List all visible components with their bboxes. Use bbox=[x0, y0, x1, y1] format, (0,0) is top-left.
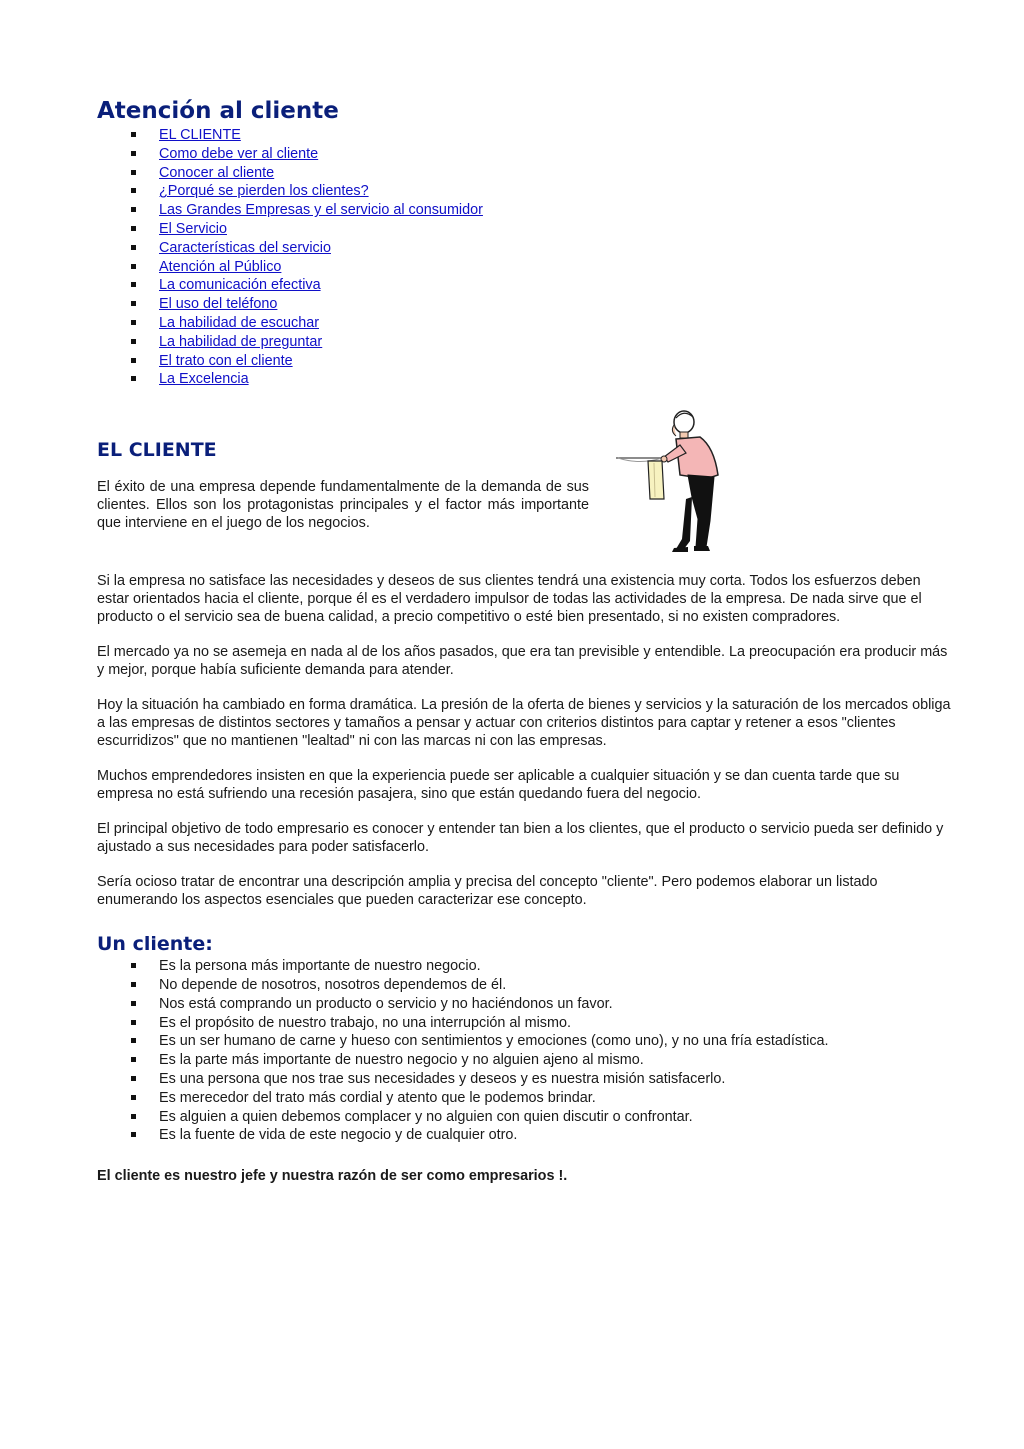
list-item: Es merecedor del trato más cordial y atento que le podemos brindar. bbox=[97, 1089, 952, 1108]
intro-paragraph: El éxito de una empresa depende fundamentalmente de la demanda de sus clientes. Ellos son los protagonistas principales y el factor más importante que interviene en el juego de los negocios. bbox=[97, 479, 589, 532]
list-item: Es la fuente de vida de este negocio y de cualquier otro. bbox=[97, 1126, 952, 1145]
paragraph: El mercado ya no se asemeja en nada al de los años pasados, que era tan previsible y entendible. La preocupación era producir más y mejor, porque había suficiente demanda para atender. bbox=[97, 644, 948, 679]
toc-link-el-cliente[interactable]: EL CLIENTE bbox=[159, 127, 241, 143]
list-item: Es el propósito de nuestro trabajo, no una interrupción al mismo. bbox=[97, 1014, 952, 1033]
paragraph: El principal objetivo de todo empresario es conocer y entender tan bien a los clientes, que el producto o servicio pueda ser definido y ajustado a sus necesidades para poder satisfacerlo. bbox=[97, 821, 944, 856]
toc-item bbox=[97, 276, 952, 295]
waiter-icon bbox=[614, 409, 726, 554]
toc-item bbox=[97, 258, 952, 277]
toc-link-comunicacion[interactable]: La comunicación efectiva bbox=[159, 277, 321, 294]
list-item: Es la persona más importante de nuestro negocio. bbox=[97, 957, 952, 976]
toc-item bbox=[97, 201, 952, 220]
toc-item bbox=[97, 295, 952, 314]
closing-statement: El cliente es nuestro jefe y nuestra razón de ser como empresarios !. bbox=[97, 1168, 568, 1185]
section-el-cliente bbox=[97, 437, 952, 532]
toc-link-escuchar[interactable]: La habilidad de escuchar bbox=[159, 314, 320, 331]
toc-item bbox=[97, 220, 952, 239]
toc-link-como-debe-ver[interactable]: Como debe ver al cliente bbox=[159, 145, 319, 162]
document-page bbox=[97, 96, 952, 1185]
toc-link-excelencia[interactable]: La Excelencia bbox=[159, 371, 249, 388]
list-item: Es alguien a quien debemos complacer y no alguien con quien discutir o confrontar. bbox=[97, 1108, 952, 1127]
toc-item bbox=[97, 370, 952, 389]
table-of-contents bbox=[97, 126, 952, 389]
section-heading-el-cliente: EL CLIENTE bbox=[97, 439, 217, 462]
body-paragraphs bbox=[97, 572, 952, 909]
toc-item bbox=[97, 239, 952, 258]
list-item: Es una persona que nos trae sus necesidades y deseos y es nuestra misión satisfacerlo. bbox=[97, 1070, 952, 1089]
toc-item bbox=[97, 182, 952, 201]
toc-link-telefono[interactable]: El uso del teléfono bbox=[159, 296, 278, 313]
paragraph: Sería ocioso tratar de encontrar una descripción amplia y precisa del concepto "cliente". Pero podemos elaborar un listado enumerando los aspectos esenciales que pueden caracterizar ese concepto. bbox=[97, 874, 878, 909]
page-title: Atención al cliente bbox=[97, 98, 339, 124]
toc-link-trato[interactable]: El trato con el cliente bbox=[159, 352, 293, 369]
section-heading-un-cliente: Un cliente: bbox=[97, 933, 213, 956]
list-item: Es un ser humano de carne y hueso con sentimientos y emociones (como uno), y no una fría estadística. bbox=[97, 1032, 952, 1051]
paragraph: Muchos emprendedores insisten en que la experiencia puede ser aplicable a cualquier situación y se dan cuenta tarde que su empresa no está sufriendo una recesión pasajera, sino que están quedando fuera del negocio. bbox=[97, 768, 900, 803]
toc-link-preguntar[interactable]: La habilidad de preguntar bbox=[159, 333, 323, 350]
toc-link-grandes-empresas[interactable]: Las Grandes Empresas y el servicio al consumidor bbox=[159, 202, 483, 219]
toc-link-caracteristicas[interactable]: Características del servicio bbox=[159, 239, 331, 256]
toc-item bbox=[97, 145, 952, 164]
toc-link-el-servicio[interactable]: El Servicio bbox=[159, 220, 227, 237]
section-un-cliente bbox=[97, 931, 952, 1185]
paragraph: Hoy la situación ha cambiado en forma dramática. La presión de la oferta de bienes y servicios y la saturación de los mercados obliga a las empresas de distintos sectores y tamaños a pensar y actuar con criterios distintos para captar y retener a esos "clientes escurridizos" que no mantienen "lealtad" ni con las marcas ni con las empresas. bbox=[97, 697, 951, 750]
toc-item bbox=[97, 164, 952, 183]
toc-link-conocer[interactable]: Conocer al cliente bbox=[159, 164, 275, 181]
paragraph: Si la empresa no satisface las necesidades y deseos de sus clientes tendrá una existencia muy corta. Todos los esfuerzos deben estar orientados hacia el cliente, porque él es el verdadero impulsor de todas las actividades de la empresa. De nada sirve que el producto o el servicio sea de buena calidad, a precio competitivo o esté bien presentado, si no existen compradores. bbox=[97, 573, 922, 626]
list-item: Nos está comprando un producto o servicio y no haciéndonos un favor. bbox=[97, 995, 952, 1014]
list-item: No depende de nosotros, nosotros dependemos de él. bbox=[97, 976, 952, 995]
toc-item bbox=[97, 126, 952, 145]
toc-link-atencion-publico[interactable]: Atención al Público bbox=[159, 258, 282, 275]
toc-item bbox=[97, 333, 952, 352]
client-traits-list bbox=[97, 957, 952, 1145]
toc-link-porque-se-pierden[interactable]: ¿Porqué se pierden los clientes? bbox=[159, 183, 369, 200]
toc-item bbox=[97, 314, 952, 333]
toc-item bbox=[97, 352, 952, 371]
list-item: Es la parte más importante de nuestro negocio y no alguien ajeno al mismo. bbox=[97, 1051, 952, 1070]
